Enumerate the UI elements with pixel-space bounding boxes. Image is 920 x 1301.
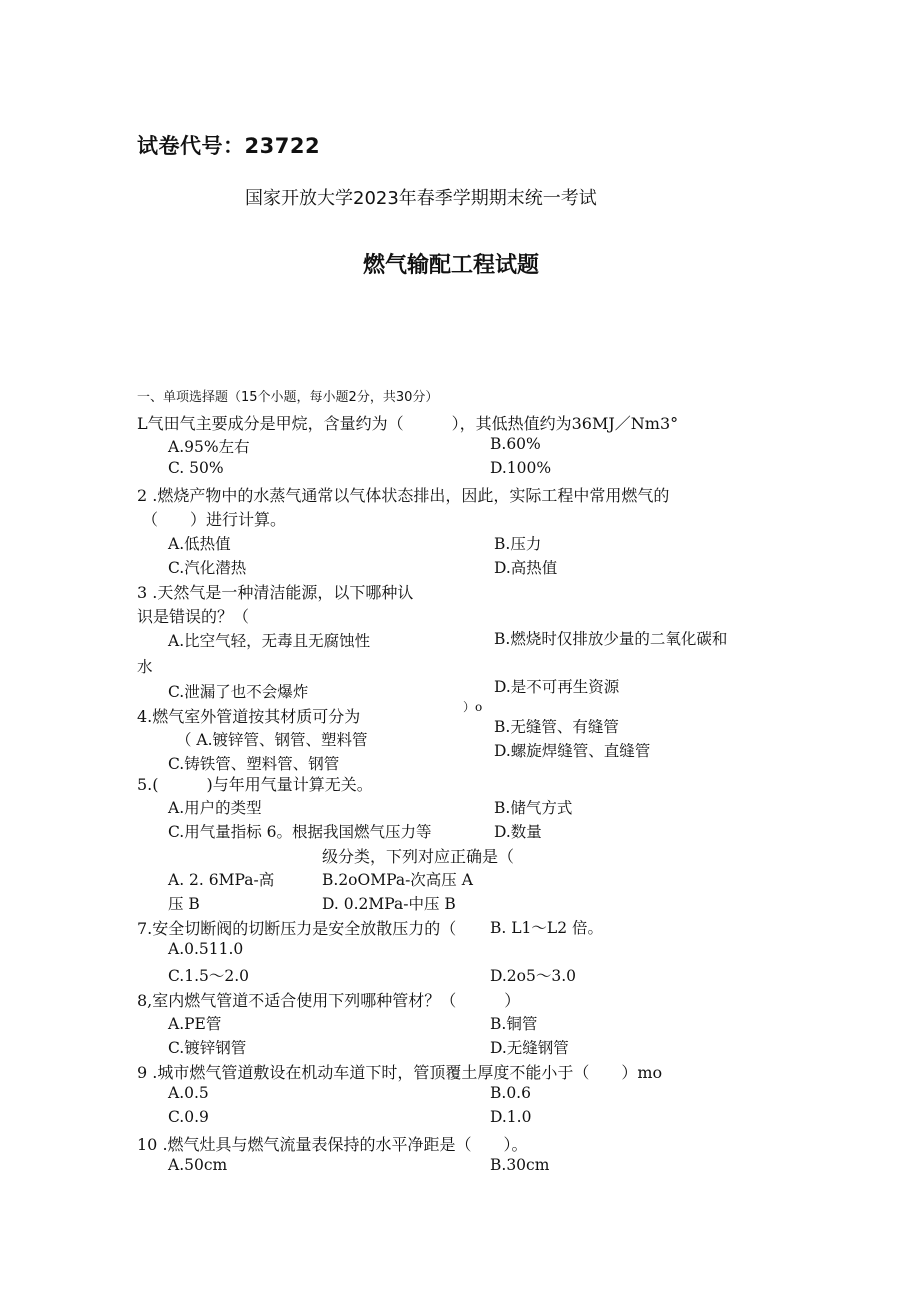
question-7: 7.安全切断阀的切断压力是安全放散压力的（ [137,919,457,938]
q6-option-d: D. 0.2MPa-中压 B [322,895,456,913]
q8-option-a: A.PE管 [168,1015,222,1033]
question-2: 2 .燃烧产物中的水蒸气通常以气体状态排出，因此，实际工程中常用燃气的 [137,486,670,505]
question-3-cont: 识是错误的？（ [137,607,250,626]
q2-option-a: A.低热值 [168,535,231,553]
q5-option-c-q6: C.用气量指标 6。根据我国燃气压力等 [168,823,432,841]
q10-option-a: A.50cm [168,1156,228,1174]
q2-option-c: C.汽化潜热 [168,559,247,577]
q4-option-a: （ A.镀锌管、钢管、塑料管 [176,731,368,749]
question-10: 10 .燃气灶具与燃气流量表保持的水平净距是（ ）。 [137,1135,528,1154]
q1-option-d: D.100% [490,459,552,477]
q1-option-c: C. 50% [168,459,224,477]
q7-option-c: C.1.5～2.0 [168,967,250,985]
question-8: 8,室内燃气管道不适合使用下列哪种管材？（ ） [137,991,521,1010]
question-4: 4.燃气室外管道按其材质可分为 [137,707,361,726]
q3-option-d: D.是不可再生资源 [494,678,620,696]
paper-code: 试卷代号：23722 [137,134,321,158]
q7-option-a: A.0.511.0 [168,940,244,958]
question-2-cont: （ ）进行计算。 [142,510,287,529]
q7-option-b: B. L1～L2 倍。 [490,919,603,937]
q3-answer-mark: ）o [463,700,483,714]
q8-option-b: B.铜管 [490,1015,538,1033]
q1-option-b: B.60% [490,435,541,453]
q4-option-d: D.螺旋焊缝管、直缝管 [494,742,651,760]
q3-option-b: B.燃烧时仅排放少量的二氧化碳和 [494,630,728,648]
question-5: 5.( )与年用气量计算无关。 [137,775,373,794]
q3-option-c: C.泄漏了也不会爆炸 [168,683,309,701]
q4-option-c: C.铸铁管、塑料管、钢管 [168,755,340,773]
question-3: 3 .天然气是一种清洁能源，以下哪种认 [137,583,414,602]
question-1: L气田气主要成分是甲烷，含量约为（ ），其低热值约为36MJ／Nm3° [137,414,679,433]
q9-option-a: A.0.5 [168,1084,209,1102]
q5-option-a: A.用户的类型 [168,799,262,817]
q7-option-d: D.2o5～3.0 [490,967,577,985]
exam-title: 燃气输配工程试题 [363,253,540,278]
q2-option-d: D.高热值 [494,559,558,577]
q9-option-d: D.1.0 [490,1108,532,1126]
q6-option-b: B.2oOMPa-次高压 A [322,871,473,889]
q1-option-a: A.95%左右 [168,438,250,456]
q5-option-d: D.数量 [494,823,542,841]
q8-option-c: C.镀锌钢管 [168,1039,247,1057]
question-9: 9 .城市燃气管道敷设在机动车道下时，管顶覆土厚度不能小于（ ）mo [137,1063,663,1082]
q2-option-b: B.压力 [494,535,542,553]
q5-option-b: B.储气方式 [494,799,573,817]
q3-option-b-cont: 水 [137,658,153,676]
university-exam-line: 国家开放大学2023年春季学期期末统一考试 [245,188,597,209]
q10-option-b: B.30cm [490,1156,550,1174]
question-6-cont: 级分类，下列对应正确是（ [322,847,515,866]
q8-option-d: D.无缝钢管 [490,1039,569,1057]
q6-option-a: A. 2. 6MPa-高 [168,871,275,889]
q3-option-a: A.比空气轻，无毒且无腐蚀性 [168,632,371,650]
q9-option-c: C.0.9 [168,1108,209,1126]
q4-option-b: B.无缝管、有缝管 [494,718,619,736]
q6-option-a-cont: 压 B [168,895,200,913]
section-heading: 一、单项选择题（15个小题，每小题2分，共30分） [137,390,439,405]
q9-option-b: B.0.6 [490,1084,531,1102]
